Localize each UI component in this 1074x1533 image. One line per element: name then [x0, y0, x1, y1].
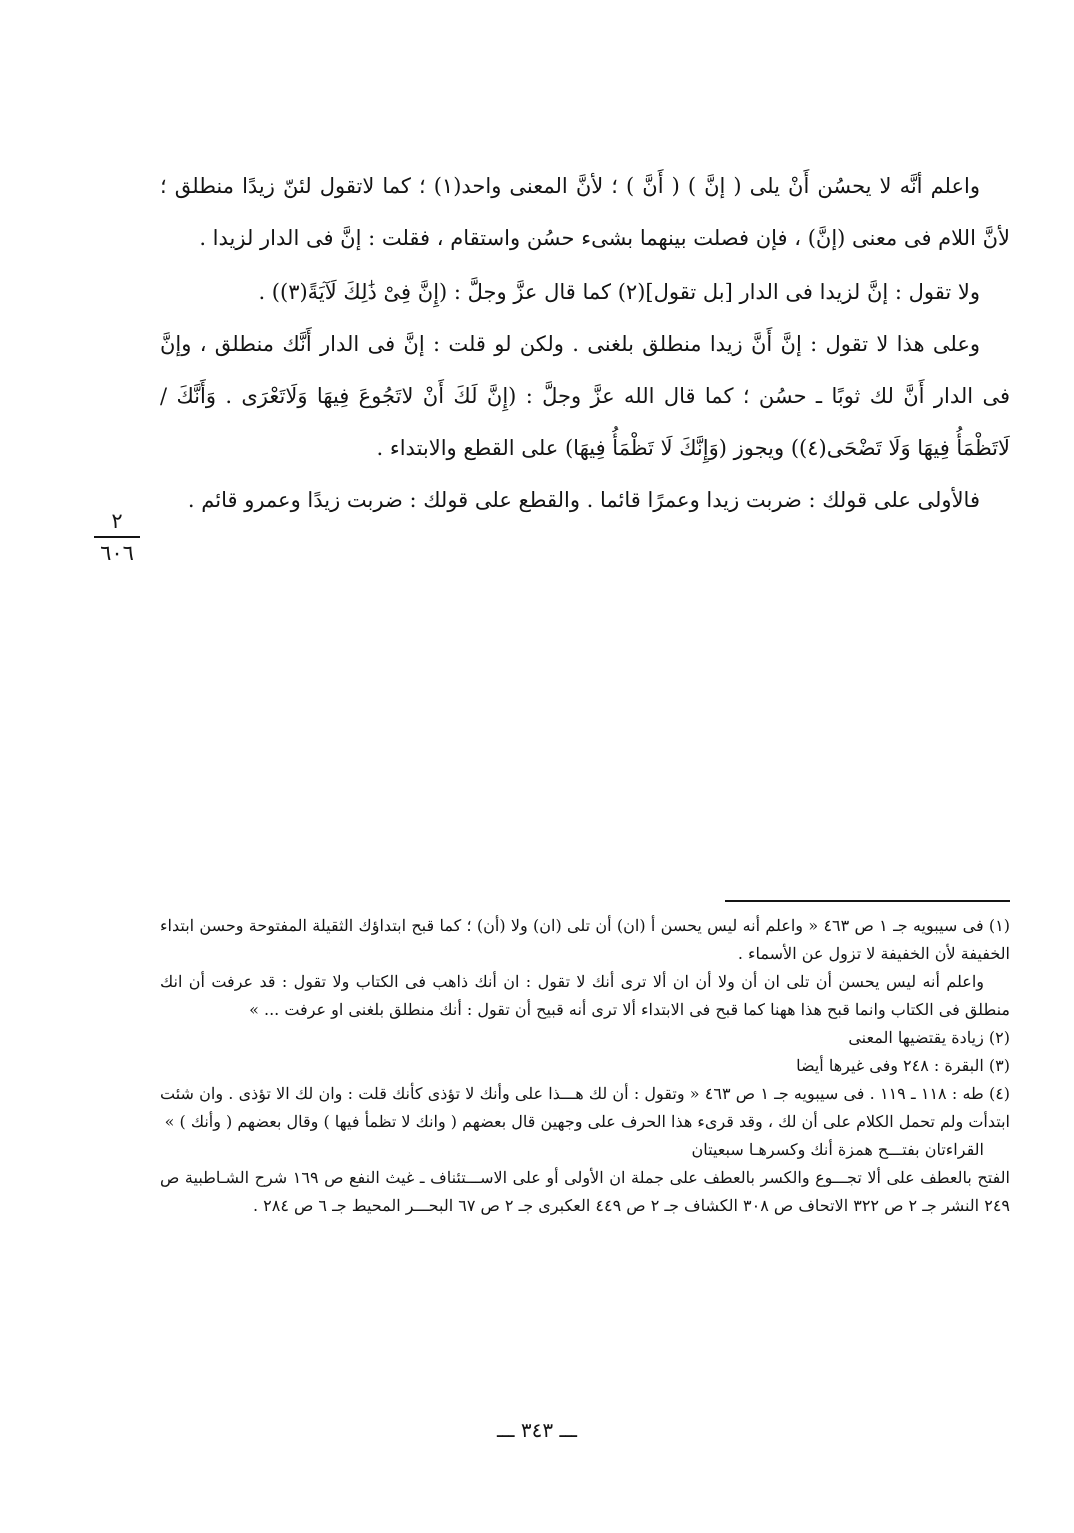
paragraph-4: فالأولى على قولك : ضربت زيدا وعمرًا قائما . والقطع على قولك : ضربت زيدًا وعمرو قائم . — [187, 488, 980, 512]
paragraph-3: وعلى هذا لا تقول : إنَّ أَنَّ زيدا منطلق بلغنى . ولكن لو قلت : إنَّ فى الدار أَنَّك منطلق ، وإنَّ فى الدار أَنَّ لك ثوبًا ـ حسُن ؛ كما قال الله عزَّ وجلَّ : (إِنَّ لَكَ أَنْ لاتَجُوعَ فِيهَا وَلَاتَعْرَى . وَأَنَّكَ / لَاتَظْمَأُ فِيهَا وَلَا تَضْحَى(٤)) ويجوز (وَإِنَّكَ لَا تَظْمَأُ فِيهَا) على القطع والابتداء . — [160, 332, 1010, 460]
page-number: ـــ ٣٤٣ ـــ — [496, 1418, 578, 1442]
footnote-4-continued: الفتح بالعطف على ألا تجـــوع والكسر بالعطف على جملة ان الأولى أو على الاســـتئناف ـ غيث النفع ص ١٦٩ شرح الشـاطبية ص ٢٤٩ النشر جـ ٢ ص ٣٢٢ الاتحاف ص ٣٠٨ الكشاف جـ ٢ ص ٤٤٩ العكبرى جـ ٢ ص ٦٧ البحـــر المحيط جـ ٦ ص ٢٨٤ . — [160, 1168, 1011, 1215]
margin-page-number: ٦٠٦ — [100, 541, 134, 565]
paragraph-2: ولا تقول : إنَّ لزيدا فى الدار [بل تقول](٢) كما قال عزَّ وجلَّ : (إِنَّ فِىْ ذَٰلِكَ لَآيَةً(٣)) . — [258, 280, 980, 304]
footnote-1: (١) فى سيبويه جـ ١ ص ٤٦٣ « واعلم أنه ليس يحسن أ (ان) أن تلى (ان) ولا (أن) ؛ كما قبح ابتداؤك الثقيلة المفتوحة وحسن ابتداء الخفيفة لأن الخفيفة لا تزول عن الأسماء . — [160, 916, 1010, 963]
footnote-4: (٤) طه : ١١٨ ـ ١١٩ . فى سيبويه جـ ١ ص ٤٦٣ « وتقول : أن لك هـــذا على وأنك لا تؤذى كأنك قلت : وان لك الا تؤذى . وان شئت ابتدأت ولم تحمل الكلام على أن لك ، وقد قرىء هذا الحرف على وجهين قال بعضهم ( وانك لا تظمأ فيها ) وقال بعضهم ( وأنك ) » — [160, 1084, 1011, 1131]
footnote-3: (٣) البقرة : ٢٤٨ وفى غيرها أيضا — [796, 1056, 1010, 1075]
footnote-4-note: القراءتان بفتـــح همزة أنك وكسرهـا سبعيتان — [691, 1140, 984, 1159]
margin-page-reference — [94, 508, 140, 566]
footnote-1-continued: واعلم أنه ليس يحسن أن تلى ان أن ولا أن ان ألا ترى أنك لا تقول : ان أنك ذاهب فى الكتاب ولا تقول : قد عرفت أن انك منطلق فى الكتاب وانما قبح هذا ههنا كما قبح فى الابتداء ألا ترى أنه قبيح أن تقول : أنك منطلق بلغنى او عرفت ... » — [160, 972, 1010, 1019]
margin-volume-number: ٢ — [94, 508, 140, 538]
footnotes — [160, 912, 1010, 1220]
paragraph-1: واعلم أنَّه لا يحسُن أَنْ يلى ( إنَّ ) ( أَنَّ ) ؛ لأنَّ المعنى واحد(١) ؛ كما لاتقول لئنّ زيدًا منطلق ؛ لأنَّ اللام فى معنى (إنَّ) ، فإن فصلت بينهما بشىء حسُن واستقام ، فقلت : إنَّ فى الدار لزيدا . — [160, 174, 1010, 250]
footnote-separator — [725, 900, 1010, 902]
main-text — [160, 160, 1010, 526]
footnote-2: (٢) زيادة يقتضيها المعنى — [848, 1028, 1010, 1047]
